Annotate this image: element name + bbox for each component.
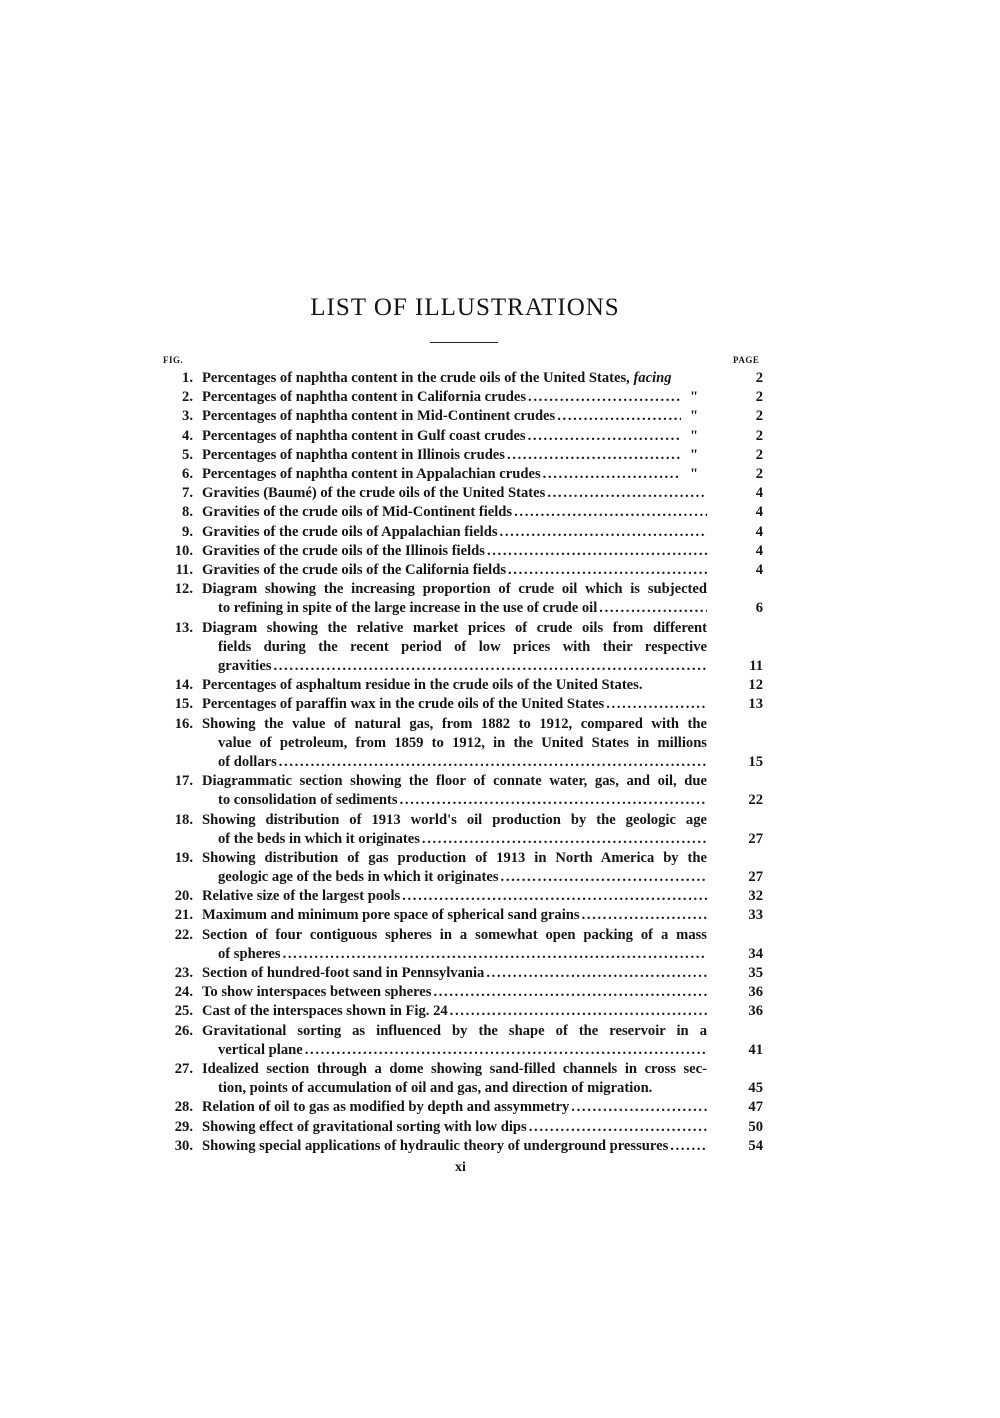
list-item (163, 906, 773, 925)
list-item (163, 695, 773, 714)
fig-column-header: FIG. (163, 355, 184, 365)
caption-text: vertical plane (218, 1041, 303, 1058)
figure-number: 7. (182, 485, 193, 502)
caption-text: To show interspaces between spheres (202, 984, 432, 1001)
dot-leader (571, 1098, 707, 1117)
list-item (163, 465, 773, 484)
dot-leader (486, 964, 707, 983)
list-item (163, 407, 773, 426)
caption-text: Cast of the interspaces shown in Fig. 24 (202, 1003, 448, 1020)
list-item (163, 887, 773, 906)
caption-text: Percentages of naphtha content in Illinois crudes (202, 446, 505, 463)
dot-leader (529, 1118, 707, 1137)
figure-number: 30. (174, 1137, 193, 1154)
page-reference: 32 (748, 888, 763, 905)
dot-leader (547, 484, 707, 503)
caption-text: Gravities of the crude oils of Appalachian fields (202, 523, 498, 540)
dot-leader (606, 695, 707, 714)
list-item (163, 542, 773, 561)
list-item (163, 811, 773, 849)
list-item (163, 926, 773, 964)
list-item (163, 427, 773, 446)
caption-text: to consolidation of sediments (218, 792, 398, 809)
page-reference: 36 (748, 984, 763, 1001)
ditto-mark: " (689, 446, 699, 463)
figure-number: 3. (182, 408, 193, 425)
list-item (163, 446, 773, 465)
figure-number: 15. (174, 696, 193, 713)
caption-text: Showing distribution of 1913 world's oil production by the geologic age (202, 811, 707, 828)
page-reference: 2 (755, 370, 763, 386)
list-item (163, 964, 773, 983)
ditto-mark: " (689, 427, 699, 444)
caption-text: of spheres (218, 945, 281, 962)
figure-number: 14. (174, 677, 193, 694)
list-item (163, 561, 773, 580)
dot-leader (402, 887, 707, 906)
page-reference: 2 (755, 427, 763, 444)
illustrations-list (163, 369, 773, 1156)
list-item (163, 388, 773, 407)
list-item (163, 1022, 773, 1060)
caption-text: Percentages of paraffin wax in the crude oils of the United States (202, 696, 605, 713)
page-reference: 2 (755, 389, 763, 406)
figure-number: 24. (174, 984, 193, 1001)
page-reference: 4 (755, 523, 763, 540)
list-item (163, 1137, 773, 1156)
caption-text: Maximum and minimum pore space of spherical sand grains (202, 907, 580, 924)
figure-number: 18. (174, 811, 193, 828)
page-reference: 47 (748, 1099, 763, 1116)
caption-text: Diagram showing the relative market prices of crude oils from different (202, 619, 707, 636)
dot-leader (274, 657, 708, 676)
list-item (163, 523, 773, 542)
dot-leader (501, 868, 707, 887)
caption-text: Percentages of naphtha content in Gulf coast crudes (202, 427, 526, 444)
dot-leader (305, 1041, 707, 1060)
list-item (163, 484, 773, 503)
page-reference: 6 (755, 600, 763, 617)
page-reference: 33 (748, 907, 763, 924)
figure-number: 10. (174, 542, 193, 559)
figure-number: 4. (182, 427, 193, 444)
list-item (163, 676, 773, 695)
page-reference: 4 (755, 485, 763, 502)
dot-leader (514, 503, 707, 522)
figure-number: 8. (182, 504, 193, 521)
list-item (163, 772, 773, 810)
page-column-header: PAGE (733, 355, 760, 365)
figure-number: 22. (174, 926, 193, 943)
dot-leader (528, 388, 681, 407)
caption-text: tion, points of accumulation of oil and gas, and direction of migration. (218, 1080, 653, 1097)
dot-leader (528, 427, 681, 446)
list-item (163, 715, 773, 773)
ditto-mark: " (689, 408, 699, 425)
list-item (163, 1002, 773, 1021)
dot-leader (543, 465, 681, 484)
figure-number: 9. (182, 523, 193, 540)
page-reference: 12 (748, 677, 763, 694)
figure-number: 27. (174, 1061, 193, 1078)
dot-leader (670, 1137, 707, 1156)
list-item (163, 1118, 773, 1137)
dot-leader (283, 945, 707, 964)
caption-text: Showing special applications of hydraulic theory of underground pressures (202, 1137, 669, 1154)
caption-text: Percentages of naphtha content in Mid-Continent crudes (202, 408, 556, 425)
caption-text: of dollars (218, 753, 277, 770)
list-item (163, 983, 773, 1002)
page-reference: 22 (748, 792, 763, 809)
figure-number: 29. (174, 1118, 193, 1135)
page-number: xi (455, 1160, 466, 1175)
figure-number: 23. (174, 965, 193, 982)
caption-text: Percentages of naphtha content in California crudes (202, 389, 527, 406)
page-title: LIST OF ILLUSTRATIONS (310, 294, 620, 321)
caption-text: Diagram showing the increasing proportion of crude oil which is subjected (202, 581, 707, 598)
page-reference: 54 (748, 1137, 763, 1154)
caption-text: fields during the recent period of low prices with their respective (218, 638, 707, 655)
dot-leader (507, 446, 681, 465)
list-item (163, 619, 773, 677)
page-reference: 35 (748, 965, 763, 982)
page-reference: 50 (748, 1118, 763, 1135)
list-item (163, 1098, 773, 1117)
page-reference: 4 (755, 504, 763, 521)
caption-text: Showing the value of natural gas, from 1882 to 1912, compared with the (202, 715, 707, 732)
figure-number: 19. (174, 849, 193, 866)
caption-text: Relative size of the largest pools (202, 888, 401, 905)
caption-text: Showing effect of gravitational sorting with low dips (202, 1118, 527, 1135)
caption-text: geologic age of the beds in which it originates (218, 869, 499, 886)
page-reference: 45 (748, 1080, 763, 1097)
list-item (163, 1060, 773, 1098)
caption-text: of the beds in which it originates (218, 830, 420, 847)
caption-text: Percentages of naphtha content in Appalachian crudes (202, 466, 541, 483)
list-item (163, 369, 773, 388)
page-reference: 27 (748, 830, 763, 847)
page-reference: 41 (748, 1041, 763, 1058)
dot-leader (400, 791, 707, 810)
page-reference: 34 (748, 945, 763, 962)
dot-leader (487, 542, 707, 561)
page-reference: 36 (748, 1003, 763, 1020)
dot-leader (279, 753, 707, 772)
figure-number: 26. (174, 1022, 193, 1039)
dot-leader (450, 1002, 707, 1021)
page-reference: 4 (755, 562, 763, 579)
page-reference: 2 (755, 466, 763, 483)
dot-leader (582, 906, 707, 925)
list-item (163, 580, 773, 618)
caption-text: gravities (218, 657, 272, 674)
caption-text: Section of four contiguous spheres in a somewhat open packing of a mass (202, 926, 707, 943)
figure-number: 1. (182, 370, 193, 386)
caption-text: Gravities (Baumé) of the crude oils of the United States (202, 485, 546, 502)
caption-text: Percentages of asphaltum residue in the crude oils of the United States. (202, 677, 643, 694)
caption-text: Idealized section through a dome showing sand-filled channels in cross sec- (202, 1061, 707, 1078)
page-reference: 2 (755, 446, 763, 463)
caption-text: Showing distribution of gas production of 1913 in North America by the (202, 849, 707, 866)
page-reference: 2 (755, 408, 763, 425)
ditto-mark: " (689, 466, 699, 483)
page-reference: 15 (748, 753, 763, 770)
list-item (163, 849, 773, 887)
figure-number: 17. (174, 773, 193, 790)
dot-leader (557, 407, 681, 426)
facing-label: facing (629, 370, 672, 386)
figure-number: 16. (174, 715, 193, 732)
caption-text: Gravities of the crude oils of Mid-Continent fields (202, 504, 513, 521)
dot-leader (433, 983, 707, 1002)
caption-text: to refining in spite of the large increase in the use of crude oil (218, 600, 598, 617)
page-reference: 27 (748, 869, 763, 886)
caption-text: Gravitational sorting as influenced by the shape of the reservoir in a (202, 1022, 707, 1039)
figure-number: 11. (175, 562, 193, 579)
caption-text: value of petroleum, from 1859 to 1912, in the United States in millions (218, 734, 707, 751)
page-reference: 11 (749, 657, 763, 674)
figure-number: 25. (174, 1003, 193, 1020)
figure-number: 2. (182, 389, 193, 406)
figure-number: 28. (174, 1099, 193, 1116)
figure-number: 6. (182, 466, 193, 483)
ditto-mark: " (689, 389, 699, 406)
page-reference: 4 (755, 542, 763, 559)
figure-number: 13. (174, 619, 193, 636)
caption-text: Section of hundred-foot sand in Pennsylvania (202, 965, 485, 982)
caption-text: Diagrammatic section showing the floor of connate water, gas, and oil, due (202, 773, 707, 790)
list-item (163, 503, 773, 522)
figure-number: 20. (174, 888, 193, 905)
dot-leader (422, 830, 707, 849)
caption-text: Gravities of the crude oils of the California fields (202, 562, 506, 579)
caption-text: Gravities of the crude oils of the Illinois fields (202, 542, 485, 559)
title-rule (430, 342, 498, 343)
dot-leader (500, 523, 707, 542)
caption-text: Percentages of naphtha content in the crude oils of the United States, (202, 370, 630, 386)
page-reference: 13 (748, 696, 763, 713)
figure-number: 12. (174, 581, 193, 598)
figure-number: 21. (174, 907, 193, 924)
dot-leader (599, 599, 707, 618)
caption-text: Relation of oil to gas as modified by depth and assymmetry (202, 1099, 570, 1116)
dot-leader (508, 561, 707, 580)
figure-number: 5. (182, 446, 193, 463)
